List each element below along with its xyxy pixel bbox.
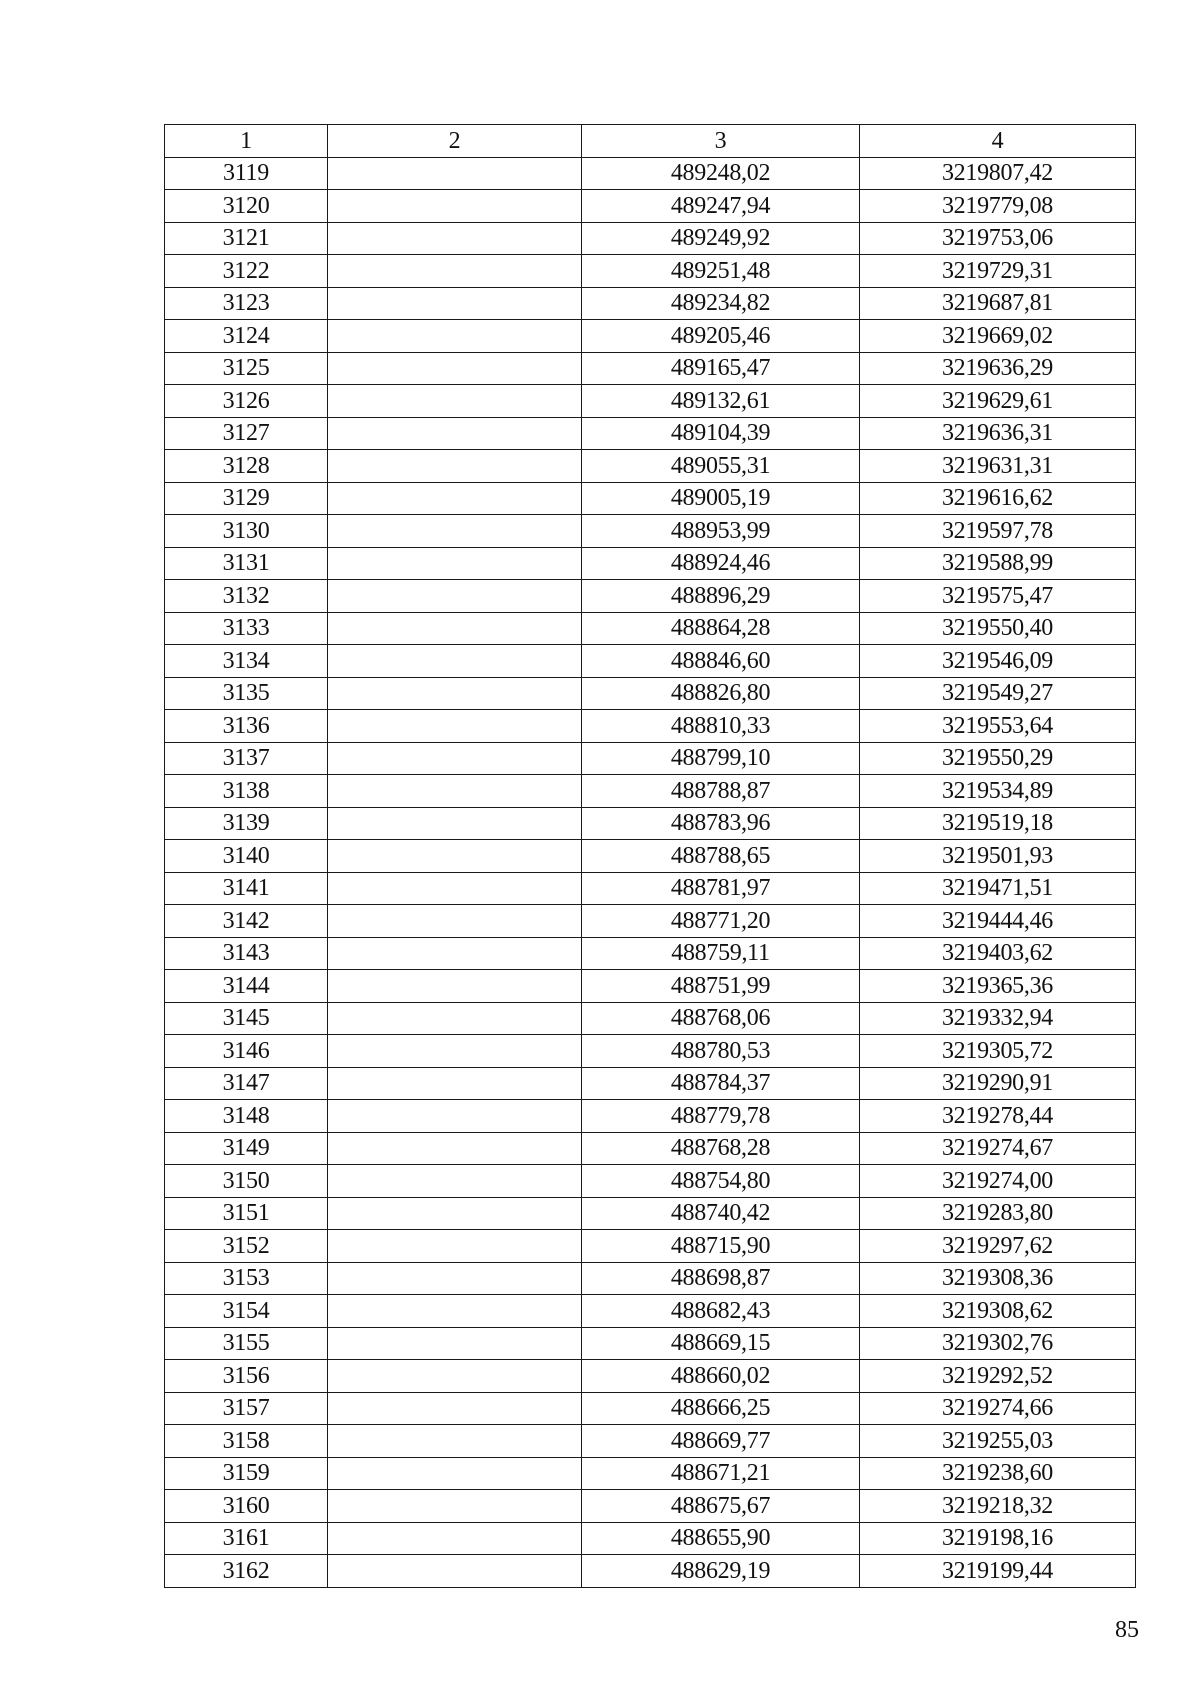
x-coordinate-cell: 488780,53 [582,1035,860,1068]
y-coordinate-cell: 3219597,78 [860,515,1136,548]
y-coordinate-cell: 3219255,03 [860,1425,1136,1458]
table-row [165,1262,1136,1295]
x-coordinate-cell: 488698,87 [582,1262,860,1295]
y-coordinate-cell: 3219616,62 [860,482,1136,515]
y-coordinate-cell: 3219553,64 [860,710,1136,743]
x-coordinate-cell: 488779,78 [582,1100,860,1133]
y-coordinate-cell: 3219278,44 [860,1100,1136,1133]
y-coordinate-cell: 3219198,16 [860,1522,1136,1555]
point-number-cell: 3125 [165,352,328,385]
table-row [165,677,1136,710]
table-body [165,157,1136,1587]
coordinates-table [164,124,1136,1588]
x-coordinate-cell: 488826,80 [582,677,860,710]
table-row [165,222,1136,255]
point-number-cell: 3128 [165,450,328,483]
x-coordinate-cell: 488896,29 [582,580,860,613]
column-2-cell [328,970,582,1003]
point-number-cell: 3137 [165,742,328,775]
point-number-cell: 3134 [165,645,328,678]
y-coordinate-cell: 3219501,93 [860,840,1136,873]
table-row [165,1035,1136,1068]
x-coordinate-cell: 488953,99 [582,515,860,548]
point-number-cell: 3147 [165,1067,328,1100]
table-row [165,1197,1136,1230]
y-coordinate-cell: 3219308,62 [860,1295,1136,1328]
column-2-cell [328,937,582,970]
x-coordinate-cell: 489247,94 [582,190,860,223]
table-row [165,612,1136,645]
column-2-cell [328,742,582,775]
y-coordinate-cell: 3219631,31 [860,450,1136,483]
table-header-row [165,125,1136,158]
y-coordinate-cell: 3219546,09 [860,645,1136,678]
x-coordinate-cell: 488781,97 [582,872,860,905]
y-coordinate-cell: 3219729,31 [860,255,1136,288]
table-row [165,937,1136,970]
point-number-cell: 3161 [165,1522,328,1555]
point-number-cell: 3159 [165,1457,328,1490]
point-number-cell: 3158 [165,1425,328,1458]
column-2-cell [328,417,582,450]
y-coordinate-cell: 3219549,27 [860,677,1136,710]
point-number-cell: 3124 [165,320,328,353]
column-2-cell [328,157,582,190]
y-coordinate-cell: 3219807,42 [860,157,1136,190]
table-row [165,255,1136,288]
y-coordinate-cell: 3219305,72 [860,1035,1136,1068]
x-coordinate-cell: 488669,77 [582,1425,860,1458]
x-coordinate-cell: 488788,65 [582,840,860,873]
table-row [165,905,1136,938]
table-row [165,1522,1136,1555]
x-coordinate-cell: 489132,61 [582,385,860,418]
point-number-cell: 3126 [165,385,328,418]
x-coordinate-cell: 488810,33 [582,710,860,743]
y-coordinate-cell: 3219238,60 [860,1457,1136,1490]
table-row [165,190,1136,223]
table-row [165,645,1136,678]
point-number-cell: 3131 [165,547,328,580]
x-coordinate-cell: 489055,31 [582,450,860,483]
point-number-cell: 3119 [165,157,328,190]
x-coordinate-cell: 488751,99 [582,970,860,1003]
column-2-cell [328,255,582,288]
point-number-cell: 3130 [165,515,328,548]
column-2-cell [328,385,582,418]
x-coordinate-cell: 488771,20 [582,905,860,938]
column-2-cell [328,1490,582,1523]
column-header-3: 3 [582,125,860,158]
column-2-cell [328,515,582,548]
point-number-cell: 3122 [165,255,328,288]
point-number-cell: 3136 [165,710,328,743]
y-coordinate-cell: 3219629,61 [860,385,1136,418]
column-2-cell [328,775,582,808]
x-coordinate-cell: 489249,92 [582,222,860,255]
table-row [165,775,1136,808]
table-row [165,872,1136,905]
column-2-cell [328,1555,582,1588]
column-2-cell [328,1002,582,1035]
column-2-cell [328,1165,582,1198]
y-coordinate-cell: 3219332,94 [860,1002,1136,1035]
x-coordinate-cell: 488864,28 [582,612,860,645]
column-2-cell [328,1035,582,1068]
column-2-cell [328,1457,582,1490]
point-number-cell: 3144 [165,970,328,1003]
x-coordinate-cell: 488788,87 [582,775,860,808]
x-coordinate-cell: 488784,37 [582,1067,860,1100]
y-coordinate-cell: 3219290,91 [860,1067,1136,1100]
point-number-cell: 3143 [165,937,328,970]
column-2-cell [328,840,582,873]
x-coordinate-cell: 488666,25 [582,1392,860,1425]
y-coordinate-cell: 3219274,00 [860,1165,1136,1198]
column-2-cell [328,1197,582,1230]
y-coordinate-cell: 3219636,29 [860,352,1136,385]
y-coordinate-cell: 3219302,76 [860,1327,1136,1360]
point-number-cell: 3123 [165,287,328,320]
column-2-cell [328,807,582,840]
y-coordinate-cell: 3219779,08 [860,190,1136,223]
x-coordinate-cell: 488671,21 [582,1457,860,1490]
y-coordinate-cell: 3219550,29 [860,742,1136,775]
x-coordinate-cell: 488783,96 [582,807,860,840]
column-2-cell [328,482,582,515]
point-number-cell: 3142 [165,905,328,938]
x-coordinate-cell: 489205,46 [582,320,860,353]
table-row [165,417,1136,450]
x-coordinate-cell: 488924,46 [582,547,860,580]
table-row [165,1067,1136,1100]
table-row [165,1327,1136,1360]
x-coordinate-cell: 488715,90 [582,1230,860,1263]
point-number-cell: 3154 [165,1295,328,1328]
y-coordinate-cell: 3219471,51 [860,872,1136,905]
column-2-cell [328,1522,582,1555]
column-2-cell [328,580,582,613]
point-number-cell: 3160 [165,1490,328,1523]
table-row [165,710,1136,743]
table-row [165,1425,1136,1458]
x-coordinate-cell: 489165,47 [582,352,860,385]
column-2-cell [328,1262,582,1295]
table-row [165,742,1136,775]
column-2-cell [328,450,582,483]
table-row [165,320,1136,353]
table-row [165,970,1136,1003]
point-number-cell: 3146 [165,1035,328,1068]
y-coordinate-cell: 3219669,02 [860,320,1136,353]
x-coordinate-cell: 488740,42 [582,1197,860,1230]
point-number-cell: 3121 [165,222,328,255]
column-2-cell [328,710,582,743]
y-coordinate-cell: 3219365,36 [860,970,1136,1003]
column-header-4: 4 [860,125,1136,158]
x-coordinate-cell: 488768,06 [582,1002,860,1035]
column-2-cell [328,320,582,353]
table-row [165,1165,1136,1198]
point-number-cell: 3132 [165,580,328,613]
x-coordinate-cell: 488682,43 [582,1295,860,1328]
y-coordinate-cell: 3219753,06 [860,222,1136,255]
table-row [165,840,1136,873]
point-number-cell: 3129 [165,482,328,515]
x-coordinate-cell: 488655,90 [582,1522,860,1555]
y-coordinate-cell: 3219283,80 [860,1197,1136,1230]
point-number-cell: 3162 [165,1555,328,1588]
column-2-cell [328,872,582,905]
y-coordinate-cell: 3219519,18 [860,807,1136,840]
column-2-cell [328,905,582,938]
point-number-cell: 3156 [165,1360,328,1393]
column-2-cell [328,352,582,385]
column-2-cell [328,1132,582,1165]
column-2-cell [328,1360,582,1393]
column-2-cell [328,287,582,320]
column-2-cell [328,1230,582,1263]
point-number-cell: 3138 [165,775,328,808]
column-2-cell [328,1425,582,1458]
point-number-cell: 3152 [165,1230,328,1263]
x-coordinate-cell: 488675,67 [582,1490,860,1523]
x-coordinate-cell: 489234,82 [582,287,860,320]
column-2-cell [328,645,582,678]
table-row [165,450,1136,483]
x-coordinate-cell: 489248,02 [582,157,860,190]
table-row [165,1132,1136,1165]
table-row [165,1457,1136,1490]
y-coordinate-cell: 3219297,62 [860,1230,1136,1263]
point-number-cell: 3153 [165,1262,328,1295]
column-header-1: 1 [165,125,328,158]
column-header-2: 2 [328,125,582,158]
column-2-cell [328,677,582,710]
table-row [165,580,1136,613]
point-number-cell: 3157 [165,1392,328,1425]
point-number-cell: 3127 [165,417,328,450]
column-2-cell [328,1067,582,1100]
y-coordinate-cell: 3219575,47 [860,580,1136,613]
column-2-cell [328,547,582,580]
point-number-cell: 3151 [165,1197,328,1230]
y-coordinate-cell: 3219274,67 [860,1132,1136,1165]
table-row [165,352,1136,385]
x-coordinate-cell: 488629,19 [582,1555,860,1588]
column-2-cell [328,222,582,255]
x-coordinate-cell: 489005,19 [582,482,860,515]
table-row [165,515,1136,548]
y-coordinate-cell: 3219687,81 [860,287,1136,320]
x-coordinate-cell: 488768,28 [582,1132,860,1165]
column-2-cell [328,612,582,645]
table-row [165,1392,1136,1425]
table-row [165,1230,1136,1263]
x-coordinate-cell: 488660,02 [582,1360,860,1393]
y-coordinate-cell: 3219292,52 [860,1360,1136,1393]
table-row [165,1555,1136,1588]
y-coordinate-cell: 3219199,44 [860,1555,1136,1588]
point-number-cell: 3148 [165,1100,328,1133]
table-row [165,482,1136,515]
y-coordinate-cell: 3219534,89 [860,775,1136,808]
page-number: 85 [1115,1617,1139,1643]
column-2-cell [328,1392,582,1425]
table-row [165,157,1136,190]
y-coordinate-cell: 3219550,40 [860,612,1136,645]
y-coordinate-cell: 3219403,62 [860,937,1136,970]
point-number-cell: 3155 [165,1327,328,1360]
x-coordinate-cell: 488669,15 [582,1327,860,1360]
column-2-cell [328,1327,582,1360]
x-coordinate-cell: 488759,11 [582,937,860,970]
table-row [165,1295,1136,1328]
point-number-cell: 3141 [165,872,328,905]
x-coordinate-cell: 489104,39 [582,417,860,450]
y-coordinate-cell: 3219588,99 [860,547,1136,580]
table-row [165,1002,1136,1035]
point-number-cell: 3120 [165,190,328,223]
column-2-cell [328,1295,582,1328]
point-number-cell: 3139 [165,807,328,840]
x-coordinate-cell: 488846,60 [582,645,860,678]
point-number-cell: 3135 [165,677,328,710]
x-coordinate-cell: 489251,48 [582,255,860,288]
point-number-cell: 3140 [165,840,328,873]
table-row [165,807,1136,840]
table-row [165,1100,1136,1133]
table-row [165,1490,1136,1523]
point-number-cell: 3150 [165,1165,328,1198]
table-row [165,547,1136,580]
point-number-cell: 3149 [165,1132,328,1165]
table-row [165,1360,1136,1393]
column-2-cell [328,1100,582,1133]
y-coordinate-cell: 3219218,32 [860,1490,1136,1523]
point-number-cell: 3145 [165,1002,328,1035]
y-coordinate-cell: 3219444,46 [860,905,1136,938]
point-number-cell: 3133 [165,612,328,645]
x-coordinate-cell: 488799,10 [582,742,860,775]
table-row [165,287,1136,320]
column-2-cell [328,190,582,223]
y-coordinate-cell: 3219308,36 [860,1262,1136,1295]
x-coordinate-cell: 488754,80 [582,1165,860,1198]
table-row [165,385,1136,418]
y-coordinate-cell: 3219636,31 [860,417,1136,450]
y-coordinate-cell: 3219274,66 [860,1392,1136,1425]
